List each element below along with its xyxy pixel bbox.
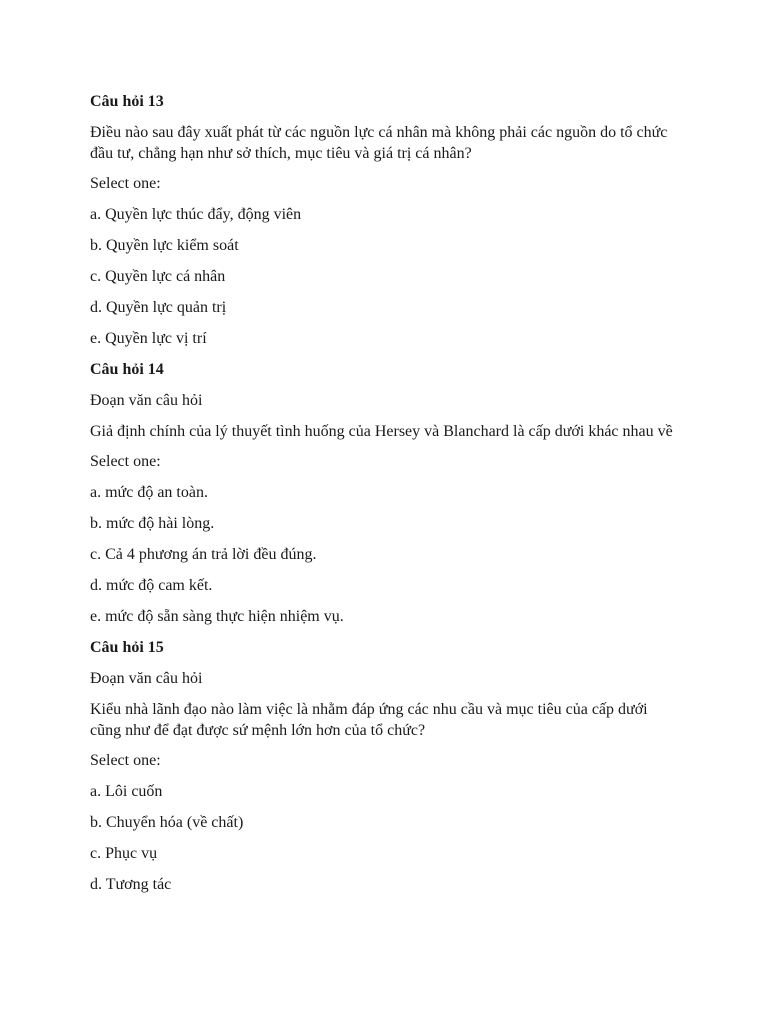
answer-option-c[interactable]: c. Cả 4 phương án trả lời đều đúng. (90, 546, 317, 563)
answer-option-b[interactable]: b. Chuyển hóa (về chất) (90, 814, 244, 831)
question-label: Đoạn văn câu hỏi (90, 392, 203, 409)
document-page (90, 91, 680, 905)
answer-option-a[interactable]: a. Quyền lực thúc đẩy, động viên (90, 206, 302, 223)
answer-option-c[interactable]: c. Phục vụ (90, 845, 158, 862)
answer-option-a[interactable]: a. mức độ an toàn. (90, 484, 208, 501)
select-one-label: Select one: (90, 175, 161, 192)
question-text: Kiểu nhà lãnh đạo nào làm việc là nhằm đáp ứng các nhu cầu và mục tiêu của cấp dưới cũng như để đạt được sứ mệnh lớn hơn của tổ chức? (90, 701, 648, 739)
answer-option-b[interactable]: b. mức độ hài lòng. (90, 515, 215, 532)
answer-option-a[interactable]: a. Lôi cuốn (90, 783, 163, 800)
answer-option-c[interactable]: c. Quyền lực cá nhân (90, 268, 226, 285)
answer-options (90, 482, 680, 628)
question-title: Câu hỏi 14 (90, 361, 164, 378)
question-label: Đoạn văn câu hỏi (90, 670, 203, 687)
question-title: Câu hỏi 13 (90, 93, 164, 110)
answer-options (90, 781, 680, 896)
answer-option-d[interactable]: d. Tương tác (90, 876, 172, 893)
question-15 (90, 637, 680, 896)
question-text: Điều nào sau đây xuất phát từ các nguồn lực cá nhân mà không phải các nguồn do tổ chức đầu tư, chẳng hạn như sở thích, mục tiêu và giá trị cá nhân? (90, 124, 668, 162)
select-one-label: Select one: (90, 752, 161, 769)
answer-option-b[interactable]: b. Quyền lực kiểm soát (90, 237, 239, 254)
question-text: Giả định chính của lý thuyết tình huống của Hersey và Blanchard là cấp dưới khác nhau về (90, 423, 673, 440)
answer-options (90, 204, 680, 350)
question-title: Câu hỏi 15 (90, 639, 164, 656)
question-14 (90, 359, 680, 628)
answer-option-d[interactable]: d. mức độ cam kết. (90, 577, 213, 594)
answer-option-e[interactable]: e. mức độ sẵn sàng thực hiện nhiệm vụ. (90, 608, 344, 625)
answer-option-e[interactable]: e. Quyền lực vị trí (90, 330, 207, 347)
select-one-label: Select one: (90, 453, 161, 470)
answer-option-d[interactable]: d. Quyền lực quản trị (90, 299, 227, 316)
question-13 (90, 91, 680, 350)
